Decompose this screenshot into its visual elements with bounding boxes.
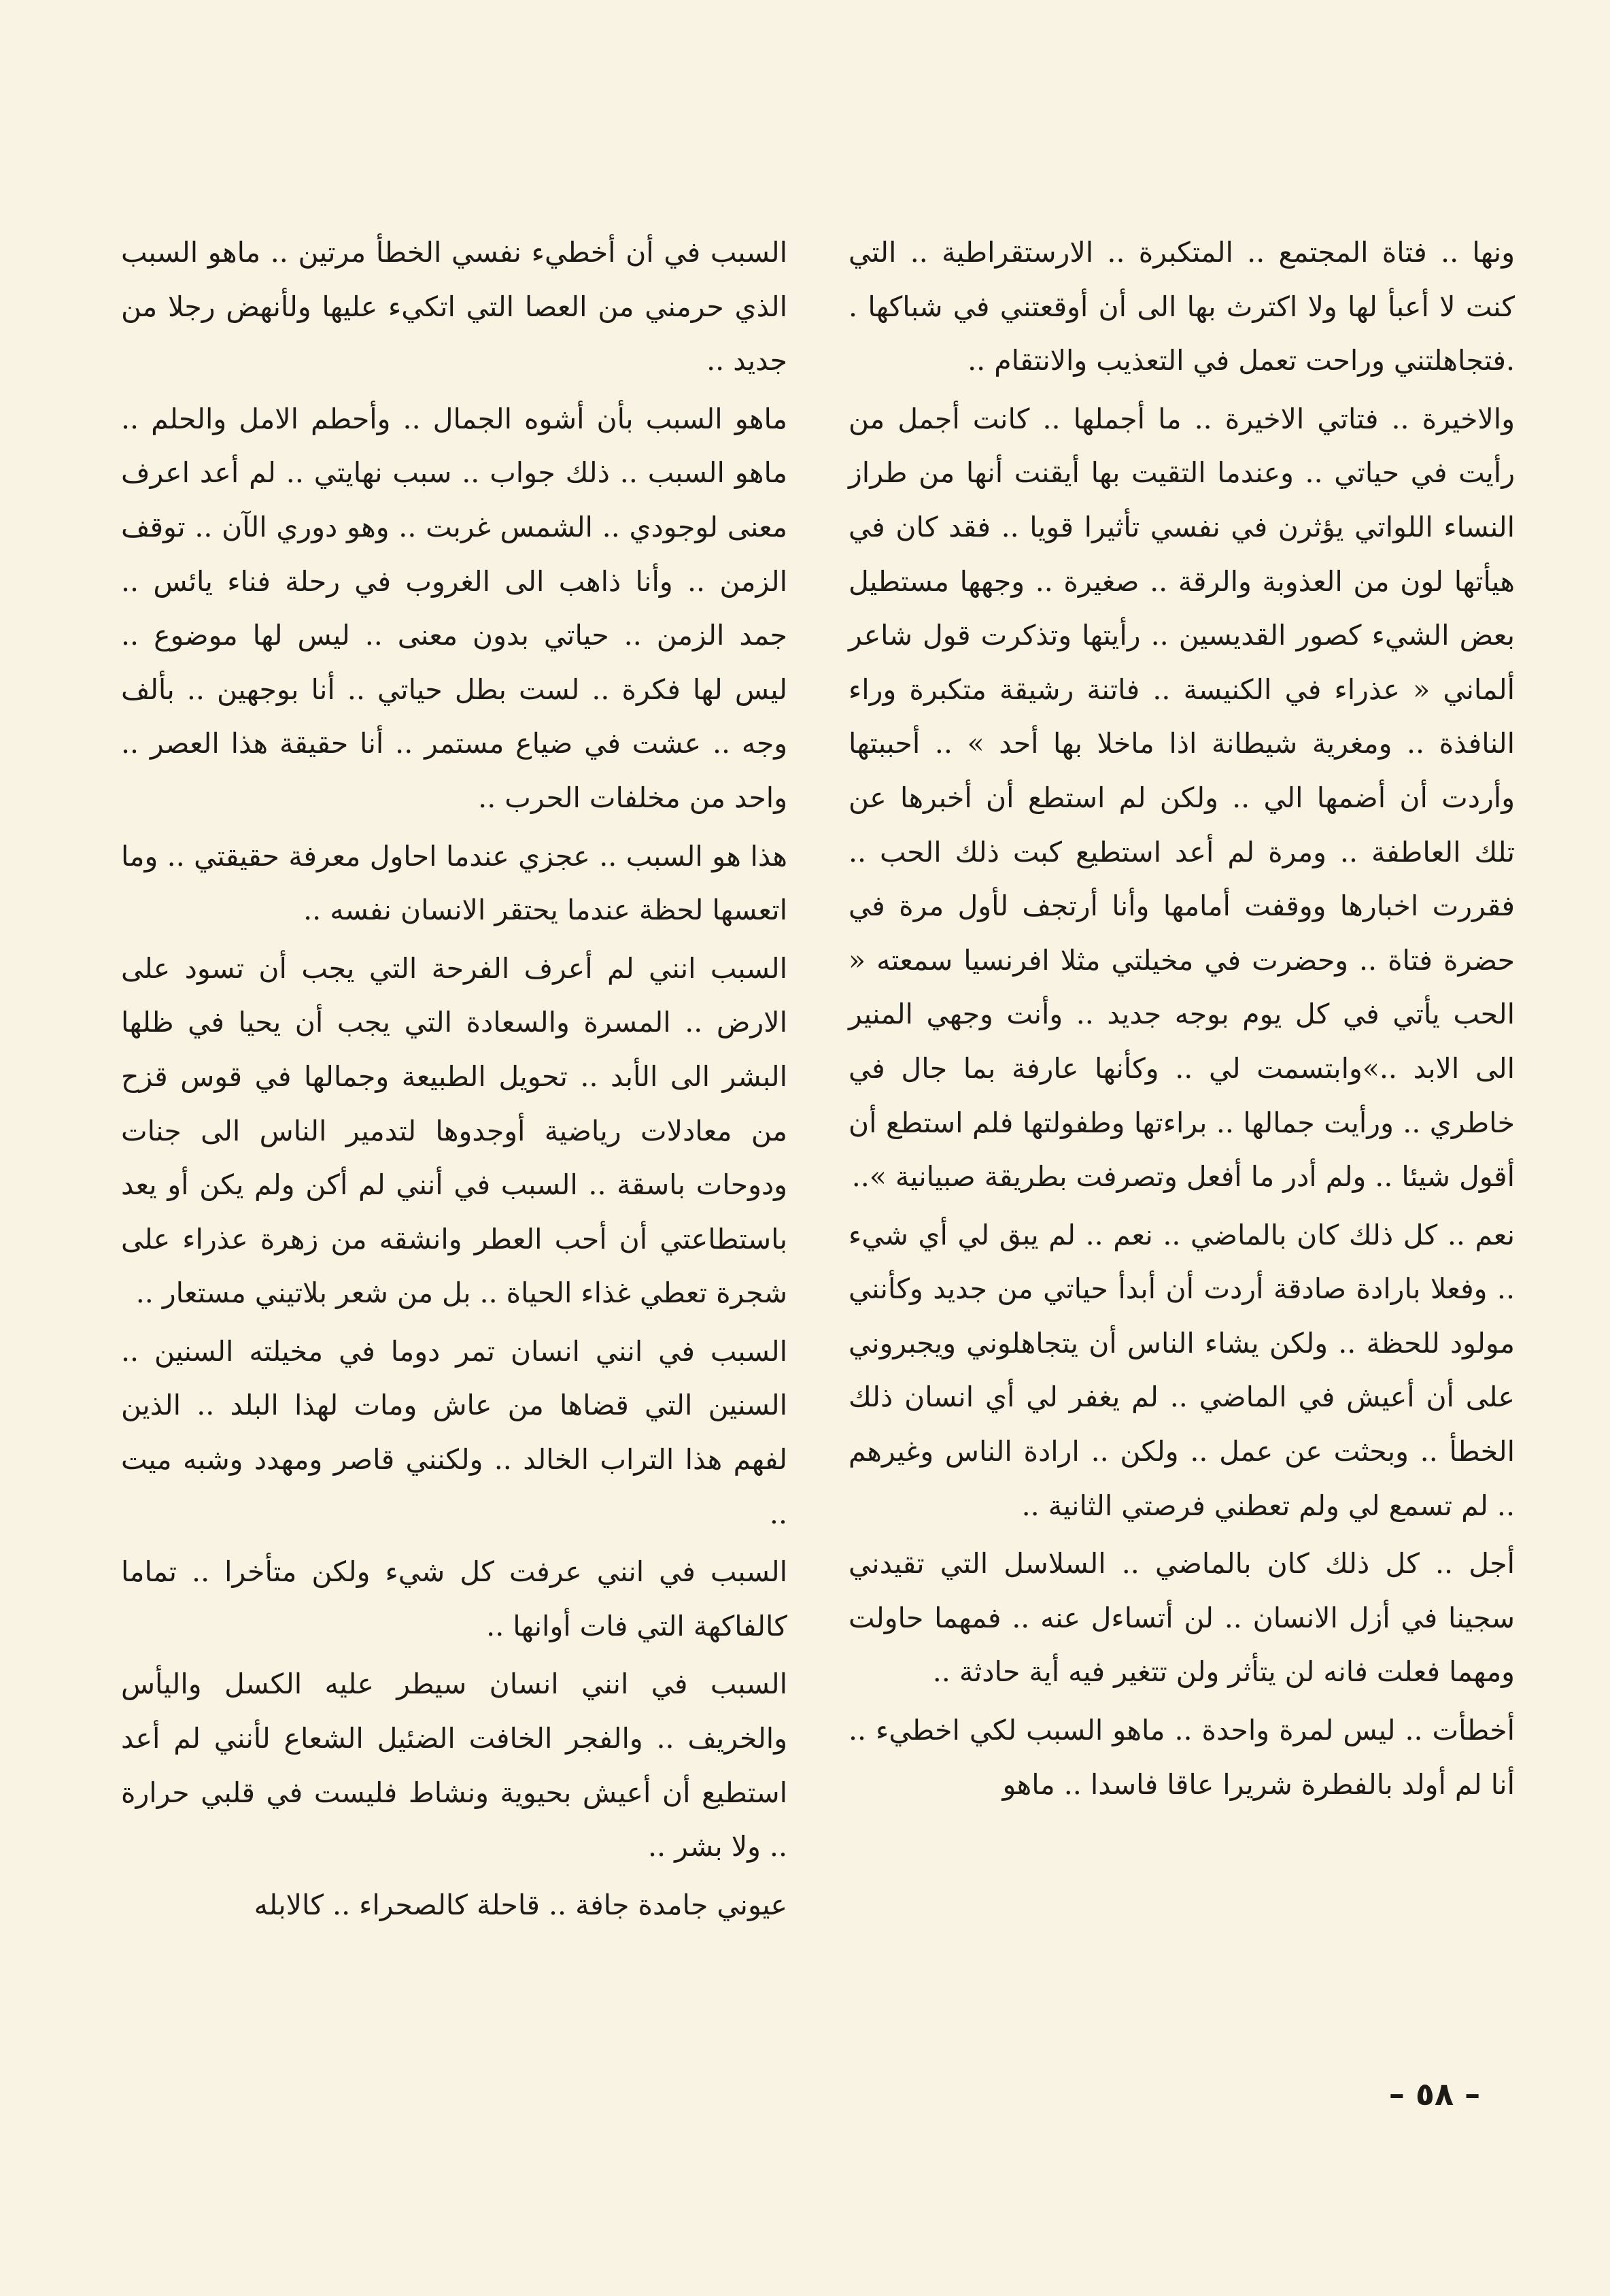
paragraph: نعم .. كل ذلك كان بالماضي .. نعم .. لم يبق لي أي شيء .. وفعلا بارادة صادقة أردت أن أبدأ حياتي من جديد وكأنني مولود للحظة .. ولكن يشاء الناس أن يتجاهلوني ويجبروني على أن أعيش في الماضي .. لم يغفر لي أي انسان ذلك الخطأ .. وبحثت عن عمل .. ولكن .. ارادة الناس وغيرهم .. لم تسمع لي ولم تعطني فرصتي الثانية .. [849, 1218, 1515, 1522]
paragraph: السبب انني لم أعرف الفرحة التي يجب أن تسود على الارض .. المسرة والسعادة التي يجب أن يحيا في ظلها البشر الى الأبد .. تحويل الطبيعة وجمالها في قوس قزح من معادلات رياضية أوجدوها لتدمير الناس الى جنات ودوحات باسقة .. السبب في أنني لم أكن ولم يكن أو يعد باستطاعتي أن أحب العطر وانشقه من زهرة عذراء على شجرة تعطي غذاء الحياة .. بل من شعر بلاتيني مستعار .. [121, 951, 787, 1310]
paragraph: أخطأت .. ليس لمرة واحدة .. ماهو السبب لكي اخطيء .. أنا لم أولد بالفطرة شريرا عاقا فاسدا .. ماهو [849, 1714, 1515, 1801]
paragraph: عيوني جامدة جافة .. قاحلة كالصحراء .. كالابله [254, 1888, 787, 1921]
right-text-column [849, 226, 1515, 1816]
left-text-column [121, 226, 787, 1936]
paragraph: هذا هو السبب .. عجزي عندما احاول معرفة حقيقتي .. وما اتعسها لحظة عندما يحتقر الانسان نفسه .. [121, 839, 787, 927]
paragraph: ماهو السبب بأن أشوه الجمال .. وأحطم الامل والحلم .. ماهو السبب .. ذلك جواب .. سبب نهايتي .. لم أعد اعرف معنى لوجودي .. الشمس غربت .. وهو دوري الآن .. توقف الزمن .. وأنا ذاهب الى الغروب في رحلة فناء يائس .. جمد الزمن .. حياتي بدون معنى .. ليس لها موضوع .. ليس لها فكرة .. لست بطل حياتي .. أنا بوجهين .. بألف وجه .. عشت في ضياع مستمر .. أنا حقيقة هذا العصر .. واحد من مخلفات الحرب .. [121, 402, 787, 814]
paragraph: السبب في انني انسان سيطر عليه الكسل واليأس والخريف .. والفجر الخافت الضئيل الشعاع لأنني لم أعد استطيع أن أعيش بحيوية ونشاط فليست في قلبي حرارة .. ولا بشر .. [121, 1668, 787, 1863]
paragraph: ونها .. فتاة المجتمع .. المتكبرة .. الارستقراطية .. التي كنت لا أعبأ لها ولا اكترث بها الى أن أوقعتني في شباكها . .فتجاهلتني وراحت تعمل في التعذيب والانتقام .. [849, 236, 1515, 377]
paragraph: السبب في انني انسان تمر دوما في مخيلته السنين .. السنين التي قضاها من عاش ومات لهذا البلد .. الذين لفهم هذا التراب الخالد .. ولكنني قاصر ومهدد وشبه ميت .. [121, 1334, 787, 1530]
page-number: – ٥٨ – [1388, 2076, 1481, 2112]
paragraph: أجل .. كل ذلك كان بالماضي .. السلاسل التي تقيدني سجينا في أزل الانسان .. لن أتساءل عنه .. فمهما حاولت ومهما فعلت فانه لن يتأثر ولن تتغير فيه أية حادثة .. [849, 1547, 1515, 1689]
paragraph: السبب في أن أخطيء نفسي الخطأ مرتين .. ماهو السبب الذي حرمني من العصا التي اتكيء عليها ولأنهض رجلا من جديد .. [121, 236, 787, 377]
paragraph: والاخيرة .. فتاتي الاخيرة .. ما أجملها .. كانت أجمل من رأيت في حياتي .. وعندما التقيت بها أيقنت أنها من طراز النساء اللواتي يؤثرن في نفسي تأثيرا قويا .. فقد كان في هيأتها لون من العذوبة والرقة .. صغيرة .. وجهها مستطيل بعض الشيء كصور القديسين .. رأيتها وتذكرت قول شاعر ألماني « عذراء في الكنيسة .. فاتنة رشيقة متكبرة وراء النافذة .. ومغرية شيطانة اذا ماخلا بها أحد » .. أحببتها وأردت أن أضمها الي .. ولكن لم استطع أن أخبرها عن تلك العاطفة .. ومرة لم أعد استطيع كبت ذلك الحب .. فقررت اخبارها ووقفت أمامها وأنا أرتجف لأول مرة في حضرة فتاة .. وحضرت في مخيلتي مثلا افرنسيا سمعته « الحب يأتي في كل يوم بوجه جديد .. وأنت وجهي المنير الى الابد ..»وابتسمت لي .. وكأنها عارفة بما جال في خاطري .. ورأيت جمالها .. براءتها وطفولتها فلم استطع أن أقول شيئا .. ولم أدر ما أفعل وتصرفت بطريقة صبيانية ».. [849, 402, 1515, 1194]
paragraph: السبب في انني عرفت كل شيء ولكن متأخرا .. تماما كالفاكهة التي فات أوانها .. [121, 1555, 787, 1642]
